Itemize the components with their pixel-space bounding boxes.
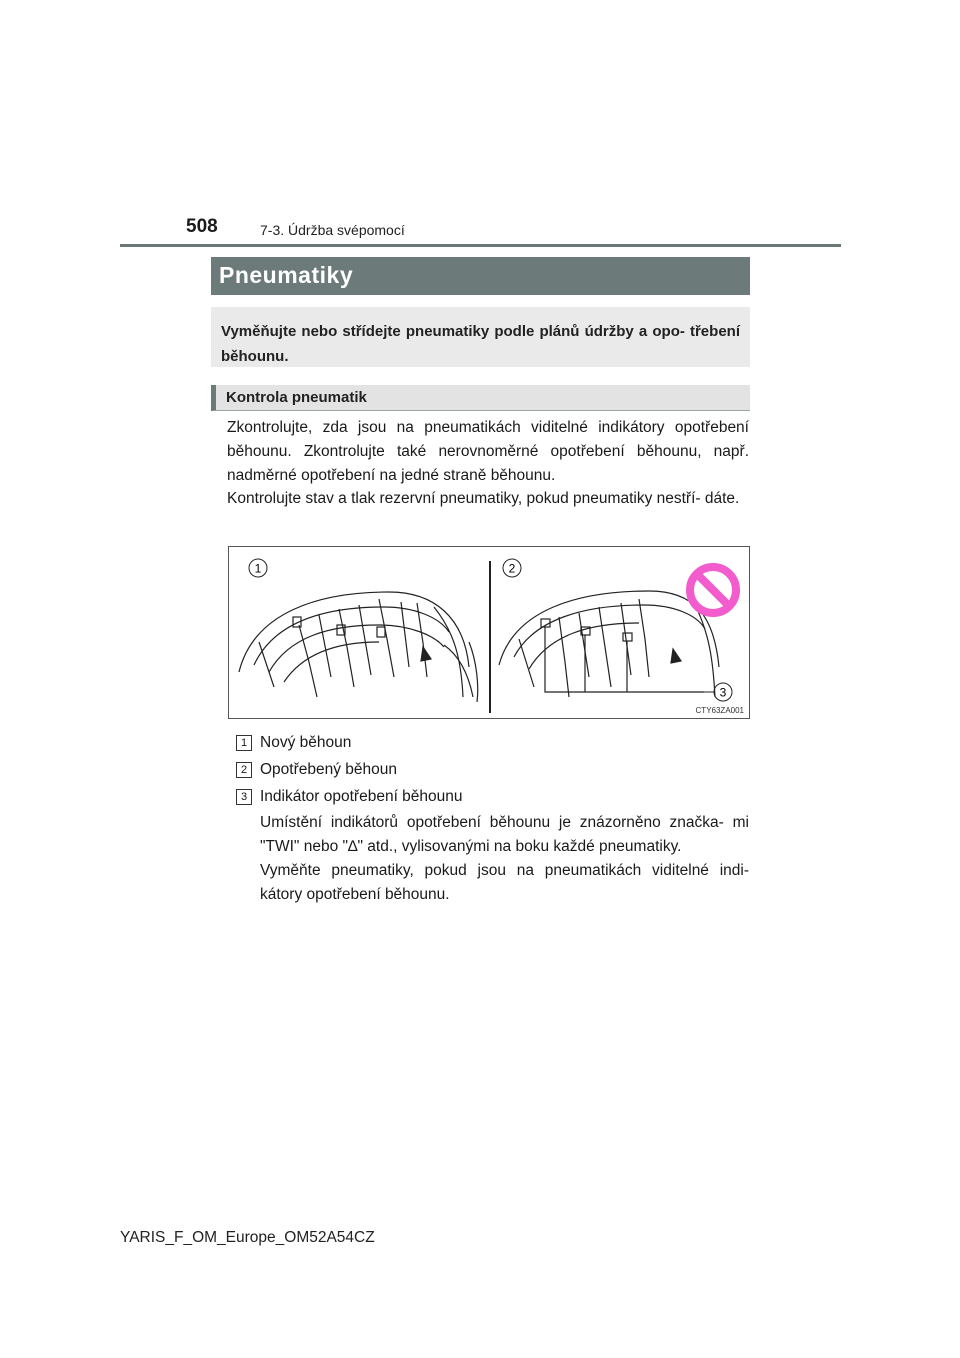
new-tire-tread-illustration bbox=[239, 592, 478, 702]
prohibition-icon bbox=[690, 567, 736, 613]
callout-2 bbox=[503, 559, 521, 577]
legend-label: Opotřebený běhoun bbox=[260, 761, 398, 778]
worn-tire-tread-illustration bbox=[499, 591, 719, 697]
legend-item bbox=[236, 787, 750, 811]
footer-doc-id: YARIS_F_OM_Europe_OM52A54CZ bbox=[120, 1229, 375, 1246]
legend-item bbox=[236, 733, 750, 757]
header-rule bbox=[120, 244, 841, 247]
page-title: Pneumatiky bbox=[211, 257, 750, 295]
legend-number: 2 bbox=[236, 762, 252, 778]
legend-label: Indikátor opotřebení běhounu bbox=[260, 788, 463, 805]
svg-text:2: 2 bbox=[508, 561, 516, 576]
callout-3 bbox=[704, 683, 732, 701]
legend-label: Nový běhoun bbox=[260, 734, 352, 751]
paragraph-spare-tire: Kontrolujte stav a tlak rezervní pneumatiky, pokud pneumatiky nestří- dáte. bbox=[227, 490, 740, 507]
tire-illustration bbox=[229, 547, 749, 718]
paragraph-tread-check: Zkontrolujte, zda jsou na pneumatikách viditelné indikátory opotřebení běhounu. Zkontrolujte také nerovnoměrné opotřebení běhounu, např. nadměrné opotřebení na jedné straně běhounu. bbox=[227, 419, 749, 484]
svg-text:1: 1 bbox=[254, 561, 262, 576]
note-twi-location: Umístění indikátorů opotřebení běhounu je znázorněno značka- mi "TWI" nebo "∆" atd., vylisovanými na boku každé pneumatiky. bbox=[260, 814, 749, 855]
intro-box: Vyměňujte nebo střídejte pneumatiky podle plánů údržby a opo- třebení běhounu. bbox=[211, 307, 750, 367]
callout-1 bbox=[249, 559, 267, 577]
subheading: Kontrola pneumatik bbox=[211, 385, 750, 411]
svg-text:3: 3 bbox=[719, 685, 727, 700]
legend-number: 3 bbox=[236, 789, 252, 805]
page-number: 508 bbox=[186, 216, 218, 237]
section-title: 7-3. Údržba svépomocí bbox=[260, 222, 405, 238]
tire-figure bbox=[228, 546, 750, 719]
note-replace-tires: Vyměňte pneumatiky, pokud jsou na pneumatikách viditelné indi- kátory opotřebení běhounu. bbox=[260, 862, 749, 903]
figure-code: CTY63ZA001 bbox=[695, 706, 744, 715]
legend-number: 1 bbox=[236, 735, 252, 751]
legend-item bbox=[236, 760, 750, 784]
